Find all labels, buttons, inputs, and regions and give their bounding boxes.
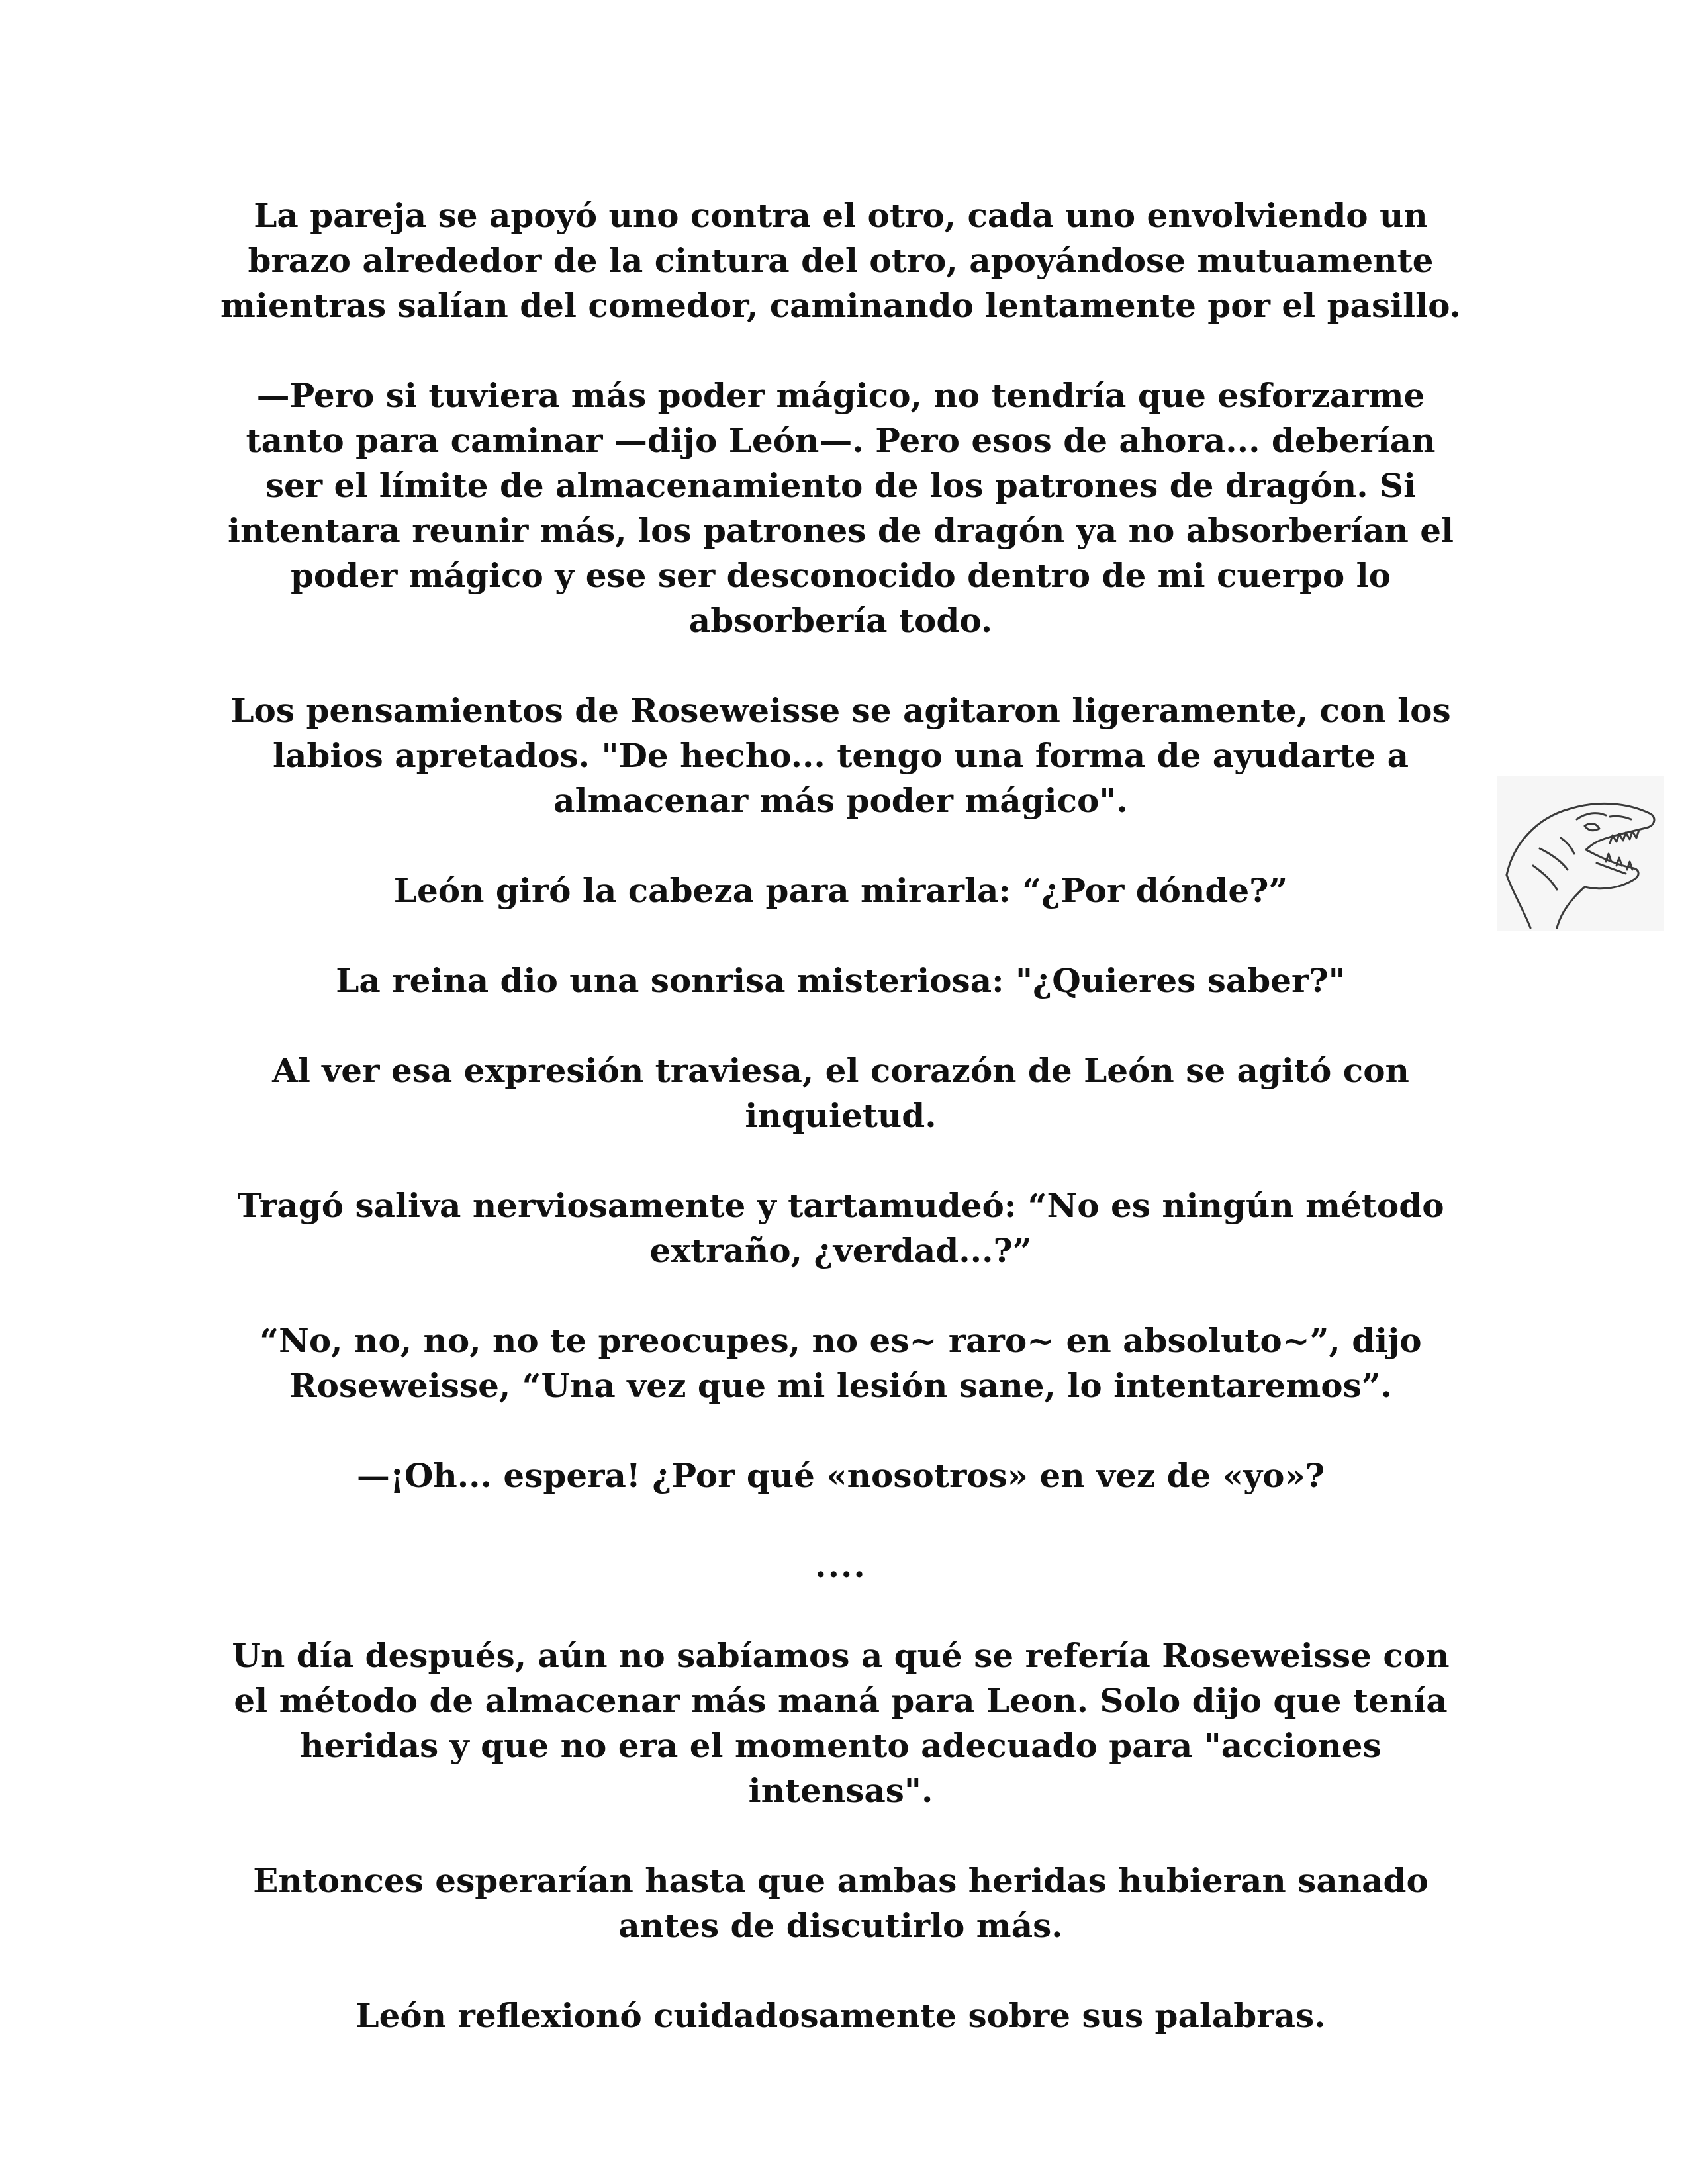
- paragraph-3: Los pensamientos de Roseweisse se agitaron ligeramente, con los labios apretados. "De hecho... tengo una forma de ayudarte a almacenar más poder mágico".: [230, 691, 1451, 820]
- body-text: [218, 193, 1463, 2083]
- paragraph-7: Tragó saliva nerviosamente y tartamudeó: “No es ningún método extraño, ¿verdad...?”: [237, 1186, 1444, 1270]
- paragraph-5: La reina dio una sonrisa misteriosa: "¿Quieres saber?": [336, 961, 1346, 1000]
- paragraph-8: “No, no, no, no te preocupes, no es~ raro~ en absoluto~”, dijo Roseweisse, “Una vez que mi lesión sane, lo intentaremos”.: [259, 1321, 1422, 1405]
- paragraph-12: León reflexionó cuidadosamente sobre sus palabras.: [355, 1996, 1326, 2035]
- paragraph-10: Un día después, aún no sabíamos a qué se refería Roseweisse con el método de almacenar más maná para Leon. Solo dijo que tenía heridas y que no era el momento adecuado para "acciones intensas".: [232, 1636, 1450, 1810]
- scene-separator: ....: [815, 1546, 867, 1585]
- paragraph-6: Al ver esa expresión traviesa, el corazón de León se agitó con inquietud.: [272, 1051, 1409, 1135]
- paragraph-11: Entonces esperarían hasta que ambas heridas hubieran sanado antes de discutirlo más.: [253, 1861, 1429, 1945]
- paragraph-1: La pareja se apoyó uno contra el otro, cada uno envolviendo un brazo alrededor de la cintura del otro, apoyándose mutuamente mientras salían del comedor, caminando lentamente por el pasillo.: [220, 196, 1461, 325]
- dinosaur-head-icon: [1497, 776, 1664, 931]
- paragraph-2: —Pero si tuviera más poder mágico, no tendría que esforzarme tanto para caminar —dijo León—. Pero esos de ahora... deberían ser el límite de almacenamiento de los patrones de dragón. Si intentara reunir más, los patrones de dragón ya no absorberían el poder mágico y ese ser desconocido dentro de mi cuerpo lo absorbería todo.: [227, 376, 1454, 640]
- paragraph-4: León giró la cabeza para mirarla: “¿Por dónde?”: [393, 871, 1288, 910]
- paragraph-9: —¡Oh... espera! ¿Por qué «nosotros» en vez de «yo»?: [356, 1456, 1325, 1495]
